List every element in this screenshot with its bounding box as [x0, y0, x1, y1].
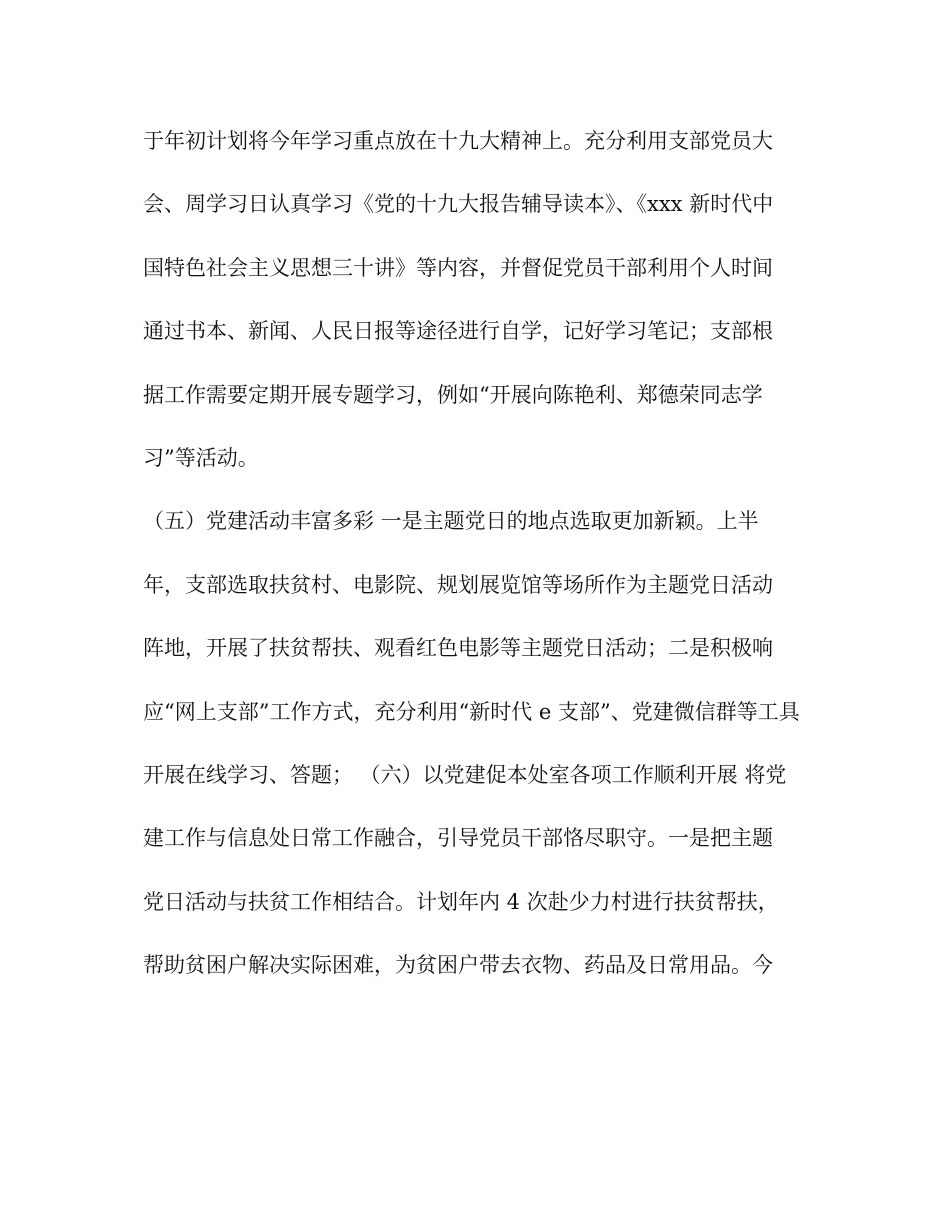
- text-line: 年，支部选取扶贫村、电影院、规划展览馆等场所作为主题党日活动: [143, 572, 773, 597]
- text-line: 阵地，开展了扶贫帮扶、观看红色电影等主题党日活动；二是积极响: [143, 636, 773, 661]
- section-heading-line: 开展在线学习、答题； （六）以党建促本处室各项工作顺利开展 将党: [143, 762, 787, 787]
- text-line: 于年初计划将今年学习重点放在十九大精神上。充分利用支部党员大: [143, 129, 773, 153]
- section-heading-line: （五）党建活动丰富多彩 一是主题党日的地点选取更加新颖。上半: [143, 509, 759, 534]
- body-text: [143, 120, 823, 1007]
- text-line: 帮助贫困户解决实际困难，为贫困户带去衣物、药品及日常用品。今: [143, 953, 773, 978]
- text-line: 国特色社会主义思想三十讲》等内容，并督促党员干部利用个人时间: [143, 255, 773, 280]
- text-line: 建工作与信息处日常工作融合，引导党员干部恪尽职守。一是把主题: [143, 826, 773, 851]
- text-line: 应“网上支部”工作方式，充分利用“新时代 e 支部”、党建微信群等工具: [143, 699, 800, 724]
- text-line: 通过书本、新闻、人民日报等途径进行自学，记好学习笔记；支部根: [143, 319, 773, 344]
- text-line: 党日活动与扶贫工作相结合。计划年内 4 次赴少力村进行扶贫帮扶，: [143, 889, 779, 914]
- text-line: 会、周学习日认真学习《党的十九大报告辅导读本》、《xxx 新时代中: [143, 192, 774, 217]
- text-line: 习”等活动。: [143, 445, 259, 470]
- text-line: 据工作需要定期开展专题学习，例如“开展向陈艳利、郑德荣同志学: [143, 382, 763, 407]
